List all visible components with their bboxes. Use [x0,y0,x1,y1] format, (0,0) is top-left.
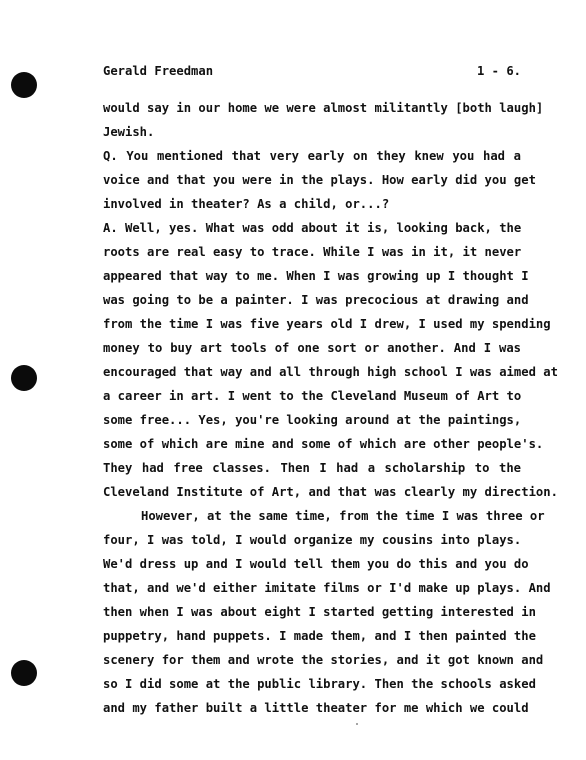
page-header [103,64,521,78]
transcript-line: Jewish. [103,125,155,139]
transcript-line: involved in theater? As a child, or...? [103,197,390,211]
transcript-line: roots are real easy to trace. While I was in it, it never [103,245,522,259]
transcript-line: Cleveland Institute of Art, and that was clearly my direction. [103,485,558,499]
transcript-line: would say in our home we were almost militantly [both laugh] [103,101,544,115]
transcript-body [103,96,558,720]
transcript-line: We'd dress up and I would tell them you do this and you do [103,557,529,571]
transcript-line: was going to be a painter. I was precocious at drawing and [103,293,529,307]
binder-hole-bottom [11,660,37,686]
binder-hole-middle [11,365,37,391]
transcript-line: Q. You mentioned that very early on they knew you had a [103,149,521,163]
transcript-line: scenery for them and wrote the stories, and it got known and [103,653,544,667]
interviewee-name: Gerald Freedman [103,64,214,78]
transcript-line: from the time I was five years old I drew, I used my spending [103,317,551,331]
transcript-line: However, at the same time, from the time I was three or [141,509,545,523]
transcript-line: appeared that way to me. When I was growing up I thought I [103,269,529,283]
binder-hole-top [11,72,37,98]
transcript-line: so I did some at the public library. Then the schools asked [103,677,536,691]
transcript-line: that, and we'd either imitate films or I'd make up plays. And [103,581,551,595]
page-number: 1 - 6. [476,64,521,78]
transcript-line: money to buy art tools of one sort or another. And I was [103,341,521,355]
transcript-line: voice and that you were in the plays. How early did you get [103,173,536,187]
transcript-line: and my father built a little theater for me which we could [103,701,529,715]
transcript-line: puppetry, hand puppets. I made them, and I then painted the [103,629,536,643]
transcript-line: some of which are mine and some of which are other people's. [103,437,544,451]
transcript-line: They had free classes. Then I had a scholarship to the [103,461,521,475]
transcript-line: some free... Yes, you're looking around at the paintings, [103,413,522,427]
transcript-line: four, I was told, I would organize my cousins into plays. [103,533,522,547]
transcript-line: encouraged that way and all through high school I was aimed at [103,365,558,379]
transcript-line: A. Well, yes. What was odd about it is, looking back, the [103,221,522,235]
transcript-line: a career in art. I went to the Cleveland Museum of Art to [103,389,522,403]
transcript-line: then when I was about eight I started getting interested in [103,605,536,619]
scan-speck [356,723,358,725]
